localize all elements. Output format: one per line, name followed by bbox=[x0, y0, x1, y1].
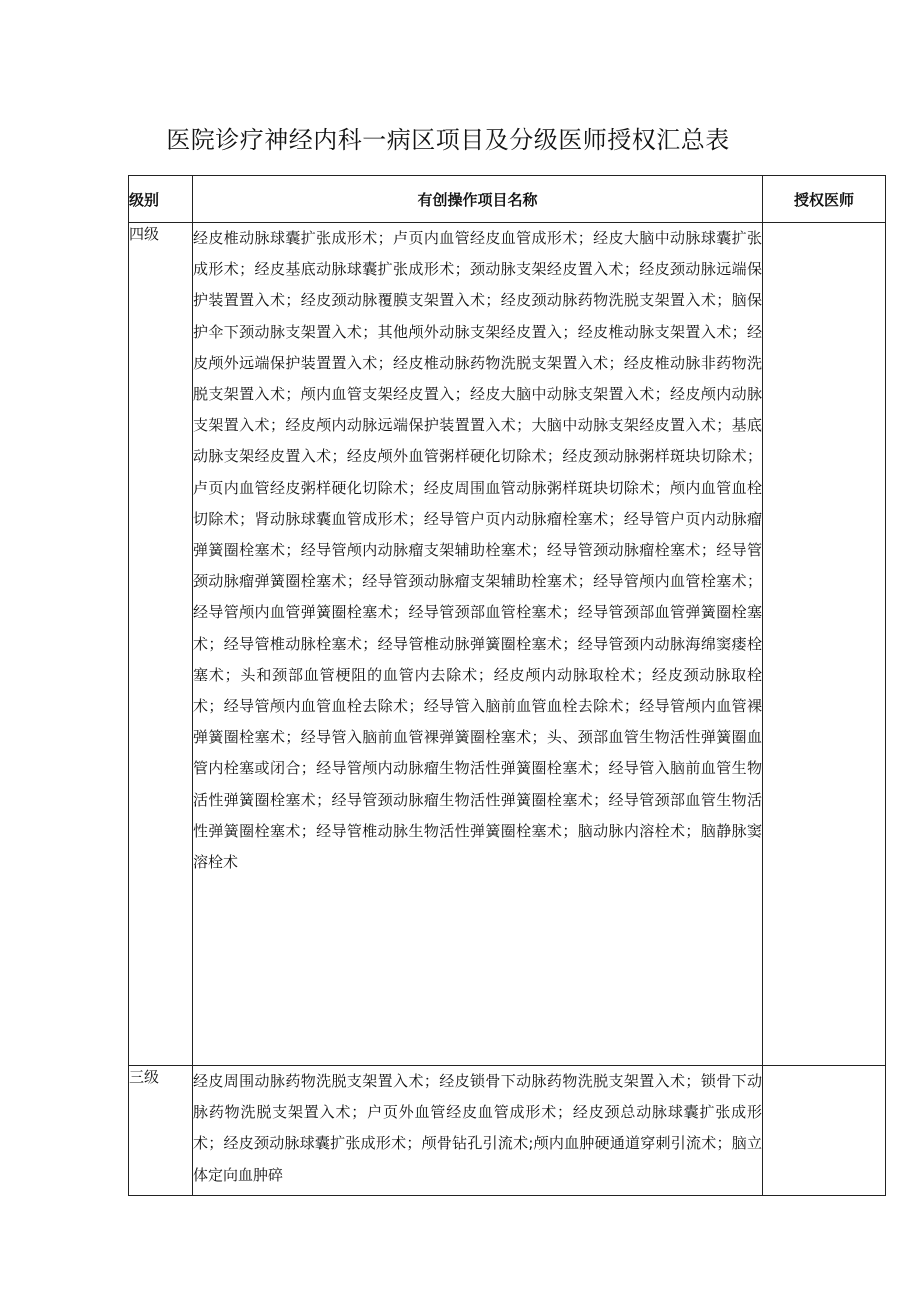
header-authorized-doctor: 授权医师 bbox=[763, 176, 886, 223]
authorized-doctor-cell bbox=[763, 1066, 886, 1196]
table-row bbox=[129, 1066, 886, 1196]
project-items-cell: 经皮椎动脉球囊扩张成形术；卢页内血管经皮血管成形术；经皮大脑中动脉球囊扩张成形术；经皮基底动脉球囊扩张成形术；颈动脉支架经皮置入术；经皮颈动脉远端保护装置置入术；经皮颈动脉覆膜支架置入术；经皮颈动脉药物洗脱支架置入术；脑保护伞下颈动脉支架置入术；其他颅外动脉支架经皮置入；经皮椎动脉支架置入术；经皮颅外远端保护装置置入术；经皮椎动脉药物洗脱支架置入术；经皮椎动脉非药物洗脱支架置入术；颅内血管支架经皮置入；经皮大脑中动脉支架置入术；经皮颅内动脉支架置入术；经皮颅内动脉远端保护装置置入术；大脑中动脉支架经皮置入术；基底动脉支架经皮置入术；经皮颅外血管粥样硬化切除术；经皮颈动脉粥样斑块切除术；卢页内血管经皮粥样硬化切除术；经皮周围血管动脉粥样斑块切除术；颅内血管血栓切除术；肾动脉球囊血管成形术；经导管户页内动脉瘤栓塞术；经导管户页内动脉瘤弹簧圈栓塞术；经导管颅内动脉瘤支架辅助栓塞术；经导管颈动脉瘤栓塞术；经导管颈动脉瘤弹簧圈栓塞术；经导管颈动脉瘤支架辅助栓塞术；经导管颅内血管栓塞术；经导管颅内血管弹簧圈栓塞术；经导管颈部血管栓塞术；经导管颈部血管弹簧圈栓塞术；经导管椎动脉栓塞术；经导管椎动脉弹簧圈栓塞术；经导管颈内动脉海绵窦瘘栓塞术；头和颈部血管梗阻的血管内去除术；经皮颅内动脉取栓术；经皮颈动脉取栓术；经导管颅内血管血栓去除术；经导管入脑前血管血栓去除术；经导管颅内血管裸弹簧圈栓塞术；经导管入脑前血管裸弹簧圈栓塞术；头、颈部血管生物活性弹簧圈血管内栓塞或闭合；经导管颅内动脉瘤生物活性弹簧圈栓塞术；经导管入脑前血管生物活性弹簧圈栓塞术；经导管颈动脉瘤生物活性弹簧圈栓塞术；经导管颈部血管生物活性弹簧圈栓塞术；经导管椎动脉生物活性弹簧圈栓塞术；脑动脉内溶栓术；脑静脉窦溶栓术 bbox=[193, 223, 763, 1066]
page-title: 医院诊疗神经内科一病区项目及分级医师授权汇总表 bbox=[166, 126, 730, 154]
header-project-name: 有创操作项目名称 bbox=[193, 176, 763, 223]
level-cell: 四级 bbox=[129, 223, 193, 1066]
header-level: 级别 bbox=[129, 176, 193, 223]
project-items-cell: 经皮周围动脉药物洗脱支架置入术；经皮锁骨下动脉药物洗脱支架置入术；锁骨下动脉药物洗脱支架置入术；户页外血管经皮血管成形术；经皮颈总动脉球囊扩张成形术；经皮颈动脉球囊扩张成形术；颅骨钻孔引流术;颅内血肿硬通道穿刺引流术；脑立体定向血肿碎 bbox=[193, 1066, 763, 1196]
table-header-row bbox=[129, 176, 886, 223]
authorized-doctor-cell bbox=[763, 223, 886, 1066]
table-row bbox=[129, 223, 886, 1066]
level-cell: 三级 bbox=[129, 1066, 193, 1196]
authorization-table bbox=[128, 175, 886, 1196]
